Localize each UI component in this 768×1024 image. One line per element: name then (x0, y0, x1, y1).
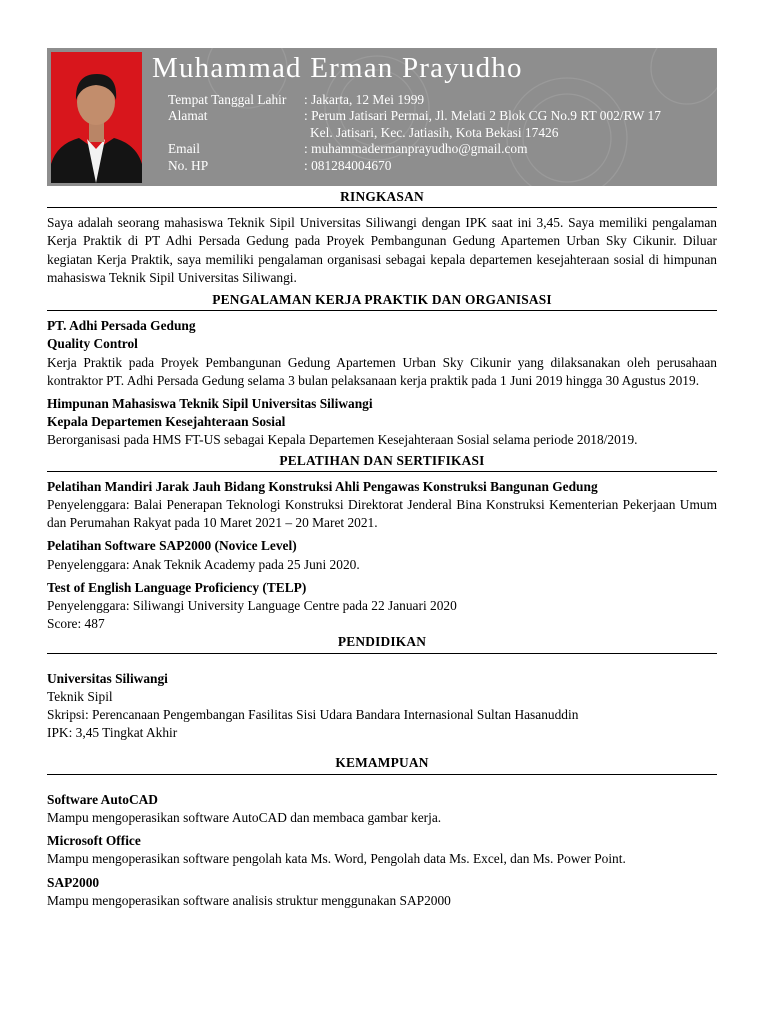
section-title-kemampuan: KEMAMPUAN (47, 754, 717, 774)
training-desc: Penyelenggara: Balai Penerapan Teknologi Konstruksi Direktorat Jenderal Bina Konstruksi Kementerian Pekerjaan Umum dan Perumahan Rakyat pada 10 Maret 2021 – 20 Maret 2021. (47, 497, 717, 531)
training-desc: Penyelenggara: Anak Teknik Academy pada 25 Juni 2020. (47, 556, 360, 572)
education-school: Universitas Siliwangi (47, 670, 168, 686)
skill-desc: Mampu mengoperasikan software AutoCAD dan membaca gambar kerja. (47, 809, 442, 825)
section-title-pendidikan: PENDIDIKAN (47, 633, 717, 653)
person-icon (51, 52, 142, 183)
info-value: : muhammadermanprayudho@gmail.com (304, 141, 528, 157)
info-label: Email (168, 141, 200, 157)
training-desc: Penyelenggara: Siliwangi University Language Centre pada 22 Januari 2020 (47, 598, 457, 614)
info-row-birth (168, 92, 704, 108)
address-line-2: Kel. Jatisari, Kec. Jatiasih, Kota Bekasi 17426 (310, 124, 559, 140)
section-title-pengalaman: PENGALAMAN KERJA PRAKTIK DAN ORGANISASI (47, 291, 717, 311)
training-score: Score: 487 (47, 616, 105, 632)
info-row-email (168, 141, 704, 157)
info-row-phone (168, 158, 704, 174)
info-value: : Jakarta, 12 Mei 1999 (304, 92, 425, 107)
experience-org: Himpunan Mahasiswa Teknik Sipil Universitas Siliwangi (47, 396, 373, 412)
training-name: Test of English Language Proficiency (TELP) (47, 579, 307, 595)
education-gpa: IPK: 3,45 Tingkat Akhir (47, 725, 178, 741)
education-thesis: Skripsi: Perencanaan Pengembangan Fasilitas Sisi Udara Bandara Internasional Sultan Hasanuddin (47, 707, 579, 723)
info-label: Tempat Tanggal Lahir (168, 92, 287, 107)
section-title-ringkasan: RINGKASAN (47, 188, 717, 208)
address-line-1: : Perum Jatisari Permai, Jl. Melati 2 Blok CG No.9 RT 002/RW 17 (304, 108, 661, 124)
info-label: Alamat (168, 108, 208, 124)
header-banner (47, 48, 717, 186)
skill-name: Software AutoCAD (47, 791, 158, 807)
training-name: Pelatihan Software SAP2000 (Novice Level) (47, 538, 297, 554)
profile-photo (51, 52, 142, 183)
info-value: : 081284004670 (304, 157, 392, 173)
experience-org: PT. Adhi Persada Gedung (47, 318, 196, 334)
info-label: No. HP (168, 157, 209, 173)
experience-desc: Berorganisasi pada HMS FT-US sebagai Kepala Departemen Kesejahteraan Sosial selama periode 2018/2019. (47, 432, 638, 448)
info-row-address (168, 108, 704, 141)
skill-name: Microsoft Office (47, 833, 141, 849)
skill-desc: Mampu mengoperasikan software pengolah kata Ms. Word, Pengolah data Ms. Excel, dan Ms. Power Point. (47, 851, 626, 867)
skill-name: SAP2000 (47, 874, 100, 890)
training-name: Pelatihan Mandiri Jarak Jauh Bidang Konstruksi Ahli Pengawas Konstruksi Bangunan Gedung (47, 478, 598, 494)
experience-role: Kepala Departemen Kesejahteraan Sosial (47, 414, 286, 430)
skill-desc: Mampu mengoperasikan software analisis struktur menggunakan SAP2000 (47, 892, 451, 908)
personal-info (168, 92, 704, 174)
info-value (304, 108, 704, 141)
section-title-pelatihan: PELATIHAN DAN SERTIFIKASI (47, 452, 717, 472)
experience-role: Quality Control (47, 336, 138, 352)
education-major: Teknik Sipil (47, 688, 113, 704)
summary-text: Saya adalah seorang mahasiswa Teknik Sipil Universitas Siliwangi dengan IPK saat ini 3,45. Saya memiliki pengalaman Kerja Praktik di PT Adhi Persada Gedung pada Proyek Pembangunan Gedung Apartemen Urban Sky Cikunir. Diluar kegiatan Kerja Praktik, saya memiliki pengalaman organisasi sebagai kepala departemen kesejahteraan sosial di himpunan mahasiswa Teknik Sipil Universitas Siliwangi. (47, 215, 717, 285)
resume-body (47, 188, 717, 910)
experience-desc: Kerja Praktik pada Proyek Pembangunan Gedung Apartemen Urban Sky Cikunir yang dilaksanakan oleh perusahaan kontraktor PT. Adhi Persada Gedung selama 3 bulan pelaksanaan kerja praktik pada 1 Juni 2019 hingga 30 Agustus 2019. (47, 354, 717, 388)
candidate-name: Muhammad Erman Prayudho (152, 52, 523, 84)
